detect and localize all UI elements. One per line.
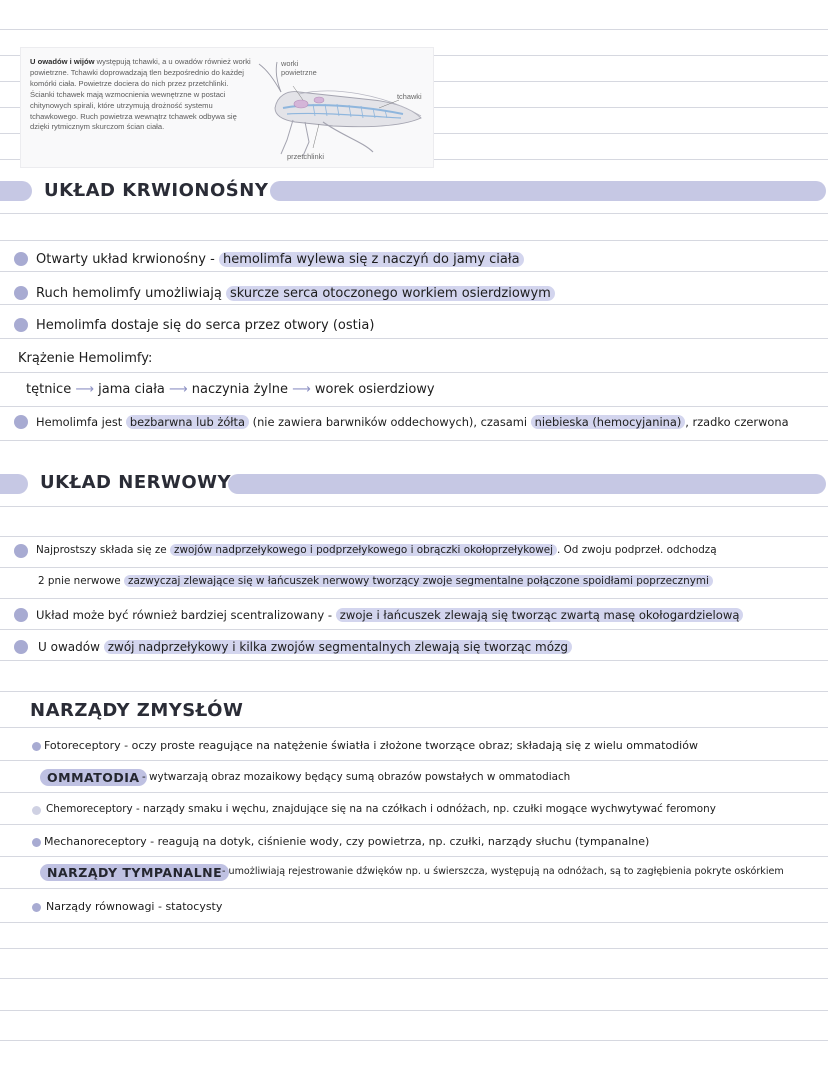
excerpt-bold: U owadów i wijów xyxy=(30,57,95,66)
bullet-dot xyxy=(32,903,41,912)
bullet-dot xyxy=(14,608,28,622)
section-zmyslow-title: NARZĄDY ZMYSŁÓW xyxy=(30,700,244,721)
section-bar-right xyxy=(270,181,826,201)
zmysl-item-4: Narządy równowagi - statocysty xyxy=(46,900,223,913)
arrow-icon: ⟶ xyxy=(169,382,188,397)
krw-item-2: Ruch hemolimfy umożliwiają skurcze serca otoczonego workiem osierdziowym xyxy=(36,286,555,301)
tympanalne-text: - umożliwiają rejestrowanie dźwięków np. u świerszcza, występują na odnóżach, są to zagłębienia pokryte oskórkiem xyxy=(222,866,784,877)
krw-item-3: Hemolimfa dostaje się do serca przez otwory (ostia) xyxy=(36,318,375,333)
nerw-item-1: Najprostszy składa się ze zwojów nadprzełykowego i podprzełykowego i obrączki okołoprzełykowej . Od zwoju podprzeł. odchodzą xyxy=(36,544,717,556)
bullet-dot xyxy=(32,838,41,847)
excerpt-body: występują tchawki, a u owadów również worki powietrzne. Tchawki doprowadzają tlen bezpośrednio do każdej komórki ciała. Powietrze dociera do nich przez przetchlinki. Ścianki tchawek mają wzmocnienia wewnętrzne w postaci chitynowych spirali, które utrzymują drożność systemu tchawkowego. Ruch powietrza wewnątrz tchawek odbywa się dzięki rytmicznym skurczom ścian ciała. xyxy=(30,57,251,132)
bullet-dot xyxy=(14,640,28,654)
krw-item-4: Hemolimfa jest bezbarwna lub żółta (nie zawiera barwników oddechowych), czasami niebieska (hemocyjanina) , rzadko czerwona xyxy=(36,415,789,429)
label-powietrzne: powietrzne xyxy=(281,68,317,77)
circulation-path: tętnice ⟶ jama ciała ⟶ naczynia żylne ⟶ worek osierdziowy xyxy=(26,382,435,397)
excerpt-text xyxy=(30,57,252,133)
bullet-dot xyxy=(14,252,28,266)
nerw-item-2: Układ może być również bardziej scentralizowany - zwoje i łańcuszek zlewają się tworząc zwartą masę okołogardzielową xyxy=(36,608,743,622)
grasshopper-illustration xyxy=(253,56,429,160)
bullet-dot xyxy=(14,544,28,558)
arrow-icon: ⟶ xyxy=(75,382,94,397)
section-title: UKŁAD NERWOWY xyxy=(40,472,232,493)
arrow-icon: ⟶ xyxy=(292,382,311,397)
zmysl-item-2: Chemoreceptory - narządy smaku i węchu, znajdujące się na na czółkach i odnóżach, np. czułki mogące wychwytywać feromony xyxy=(46,803,716,815)
pill-tympanalne: NARZĄDY TYMPANALNE xyxy=(40,864,229,881)
circulation-title: Krążenie Hemolimfy: xyxy=(18,351,153,366)
label-worki: worki xyxy=(281,59,299,68)
ommatodia-text: - wytwarzają obraz mozaikowy będący sumą obrazów powstałych w ommatodiach xyxy=(142,771,571,783)
bullet-dot xyxy=(14,318,28,332)
label-tchawki: tchawki xyxy=(397,92,422,101)
bullet-dot xyxy=(14,415,28,429)
section-bar-left xyxy=(0,474,28,494)
zmysl-item-1: Fotoreceptory - oczy proste reagujące na natężenie światła i złożone tworzące obraz; składają się z wielu ommatodiów xyxy=(44,739,698,752)
section-bar-right xyxy=(228,474,826,494)
section-title: UKŁAD KRWIONOŚNY xyxy=(44,180,269,201)
krw-item-1: Otwarty układ krwionośny - hemolimfa wylewa się z naczyń do jamy ciała xyxy=(36,252,524,267)
pill-ommatodia: OMMATODIA xyxy=(40,769,147,786)
label-przetchlinki: przetchlinki xyxy=(287,152,324,161)
textbook-excerpt xyxy=(20,47,434,168)
bullet-dot xyxy=(32,742,41,751)
nerw-item-3: U owadów zwój nadprzełykowy i kilka zwojów segmentalnych zlewają się tworząc mózg xyxy=(38,640,572,654)
nerw-item-1-cont: 2 pnie nerwowe zazwyczaj zlewające się w łańcuszek nerwowy tworzący zwoje segmentalne połączone spoidłami poprzecznymi xyxy=(38,575,713,587)
bullet-dot xyxy=(32,806,41,815)
zmysl-item-3: Mechanoreceptory - reagują na dotyk, ciśnienie wody, czy powietrza, np. czułki, narządy słuchu (tympanalne) xyxy=(44,835,650,848)
bullet-dot xyxy=(14,286,28,300)
section-bar-left xyxy=(0,181,32,201)
